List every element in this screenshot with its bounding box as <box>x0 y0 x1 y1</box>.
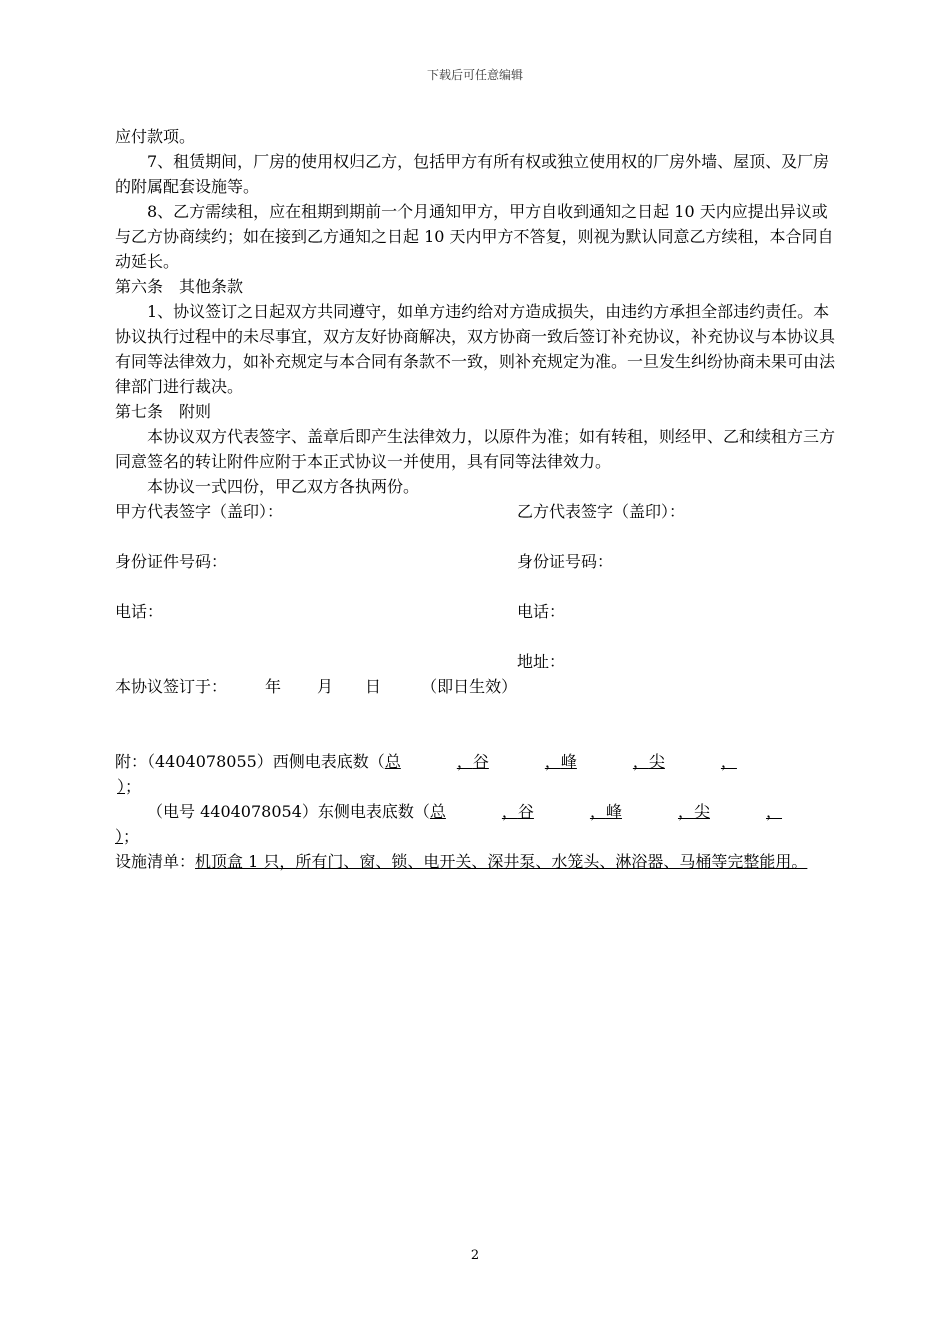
paragraph-clause-8: 8、乙方需续租，应在租期到期前一个月通知甲方，甲方自收到通知之日起 10 天内应提出异议或与乙方协商续约；如在接到乙方通知之日起 10 天内甲方不答复，则视为默认同意乙方续租，本合同自动延长。 <box>115 202 834 271</box>
meter-east-readings: 总 ，谷 ，峰 ，尖 ， ） <box>115 802 783 846</box>
page-header: 下载后可任意编辑 <box>426 68 523 82</box>
date-day: 日 <box>365 677 382 696</box>
address-row <box>115 649 837 674</box>
section-6-title: 第六条 其他条款 <box>115 277 244 296</box>
meter-west-prefix: 附：（4404078055）西侧电表底数（ <box>115 752 385 771</box>
party-a-id-label: 身份证件号码： <box>115 552 228 571</box>
party-b-id-label: 身份证号码： <box>517 552 614 571</box>
date-month: 月 <box>317 677 334 696</box>
meter-west-line: 附：（4404078055）西侧电表底数（总 ，谷 ，峰 ，尖 ， ）； <box>115 752 737 796</box>
facilities-label: 设施清单： <box>115 852 196 871</box>
phone-row <box>115 599 837 624</box>
facilities-list: 机顶盒 1 只，所有门、窗、锁、电开关、深井泵、水笼头、淋浴器、马桶等完整能用。 <box>195 852 808 871</box>
party-a-signature-label: 甲方代表签字（盖印）： <box>115 502 284 521</box>
paragraph-clause-7: 7、租赁期间，厂房的使用权归乙方，包括甲方有所有权或独立使用权的厂房外墙、屋顶、及厂房的附属配套设施等。 <box>115 152 830 196</box>
document-body <box>115 124 837 874</box>
paragraph-effectiveness: 本协议双方代表签字、盖章后即产生法律效力，以原件为准；如有转租，则经甲、乙和续租方三方同意签名的转让附件应附于本正式协议一并使用，具有同等法律效力。 <box>115 427 836 471</box>
meter-east-prefix: （电号 4404078054）东侧电表底数（ <box>147 802 430 821</box>
meter-west-readings: 总 ，谷 ，峰 ，尖 ， ） <box>117 752 737 796</box>
party-b-phone-label: 电话： <box>517 602 566 621</box>
id-row <box>115 549 837 574</box>
date-year: 年 <box>265 677 282 696</box>
paragraph-payment: 应付款项。 <box>115 127 196 146</box>
paragraph-copies: 本协议一式四份，甲乙双方各执两份。 <box>147 477 420 496</box>
date-row <box>115 674 837 699</box>
effective-note: （即日生效） <box>421 677 518 696</box>
date-label: 本协议签订于： <box>115 677 228 696</box>
party-b-signature-label: 乙方代表签字（盖印）： <box>517 502 686 521</box>
party-a-phone-label: 电话： <box>115 602 164 621</box>
facilities-line <box>115 849 837 874</box>
meter-east-line: （电号 4404078054）东侧电表底数（总 ，谷 ，峰 ，尖 ， ）； <box>115 802 783 846</box>
paragraph-other-terms: 1、协议签订之日起双方共同遵守，如单方违约给对方造成损失，由违约方承担全部违约责任。本协议执行过程中的未尽事宜，双方友好协商解决，双方协商一致后签订补充协议，补充协议与本协议具有同等法律效力，如补充规定与本合同有条款不一致，则补充规定为准。一旦发生纠纷协商未果可由法律部门进行裁决。 <box>115 302 836 396</box>
signature-row <box>115 499 837 524</box>
page-number: 2 <box>470 1248 480 1263</box>
party-b-address-label: 地址： <box>517 652 566 671</box>
section-7-title: 第七条 附则 <box>115 402 212 421</box>
